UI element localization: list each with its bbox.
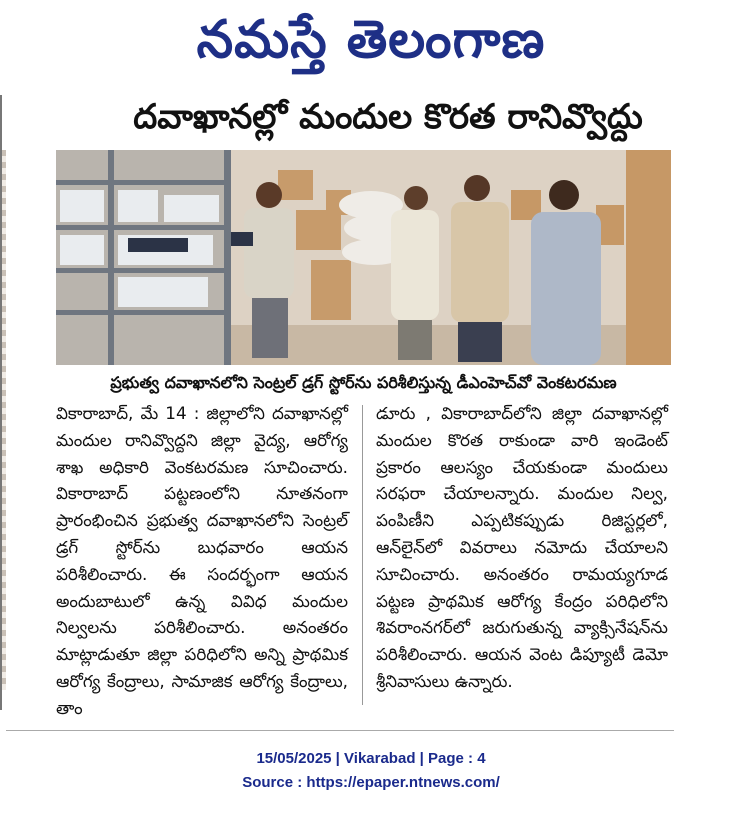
photo-caption: ప్రభుత్వ దవాఖానలోని సెంట్రల్ డ్రగ్ స్టోర్‌ను పరిశీలిస్తున్న డీఎంహెచ్‌వో వెంకటరమణ xyxy=(56,368,671,398)
newspaper-masthead: నమస్తే తెలంగాణ xyxy=(196,9,546,70)
column-divider xyxy=(362,405,363,705)
footer-date-line: 15/05/2025 | Vikarabad | Page : 4 xyxy=(256,750,486,767)
photo-illustration xyxy=(56,150,671,365)
article-column-2-text: డూరు , వికారాబాద్‌లోని జిల్లా దవాఖానల్లో మందుల కొరత రాకుండా వారి ఇండెంట్ ప్రకారం ఆలస్యం చేయకుండా మందులు సరఫరా చేయాలన్నారు. మందుల నిల్వ, పంపిణీని ఎప్పటికప్పుడు రిజిస్టర్లలో, ఆన్‌లైన్‌లో వివరాలు నమోదు చేయాలని సూచించారు. అనంతరం రామయ్యగూడ పట్టణ ప్రాథమిక ఆరోగ్య కేంద్రం పరిధిలోని శివరాంనగర్‌లో జరుగుతున్న వ్యాక్సినేషన్‌ను పరిశీలించారు. ఆయన వెంట డిప్యూటీ డెమో శ్రీనివాసులు ఉన్నారు. xyxy=(376,403,668,691)
article-headline: దవాఖానల్లో మందుల కొరత రానివ్వొద్దు xyxy=(133,97,643,137)
article-column-1 xyxy=(56,400,348,722)
article-column-1-text: వికారాబాద్, మే 14 : జిల్లాలోని దవాఖానల్లో మందుల రానివ్వొద్దని జిల్లా వైద్య, ఆరోగ్య శాఖ అధికారి వెంకటరమణ సూచించారు. వికారాబాద్ పట్టణంలోని నూతనంగా ప్రారంభించిన ప్రభుత్వ దవాఖానలోని సెంట్రల్ డ్రగ్ స్టోర్‌ను బుధవారం ఆయన పరిశీలించారు. ఈ సందర్భంగా ఆయన అందుబాటులో ఉన్న వివిధ మందుల నిల్వలను పరిశీలించారు. అనంతరం మాట్లాడుతూ జిల్లా పరిధిలోని అన్ని ప్రాథమిక ఆరోగ్య కేంద్రాలు, సామాజిక ఆరోగ్య కేంద్రాలు, తాం xyxy=(56,403,348,718)
article-photo xyxy=(56,150,671,365)
article-column-2 xyxy=(376,400,668,695)
footer-source-line: Source : https://epaper.ntnews.com/ xyxy=(242,774,500,791)
adjacent-article-edge xyxy=(2,150,6,690)
bottom-rule xyxy=(6,730,674,731)
